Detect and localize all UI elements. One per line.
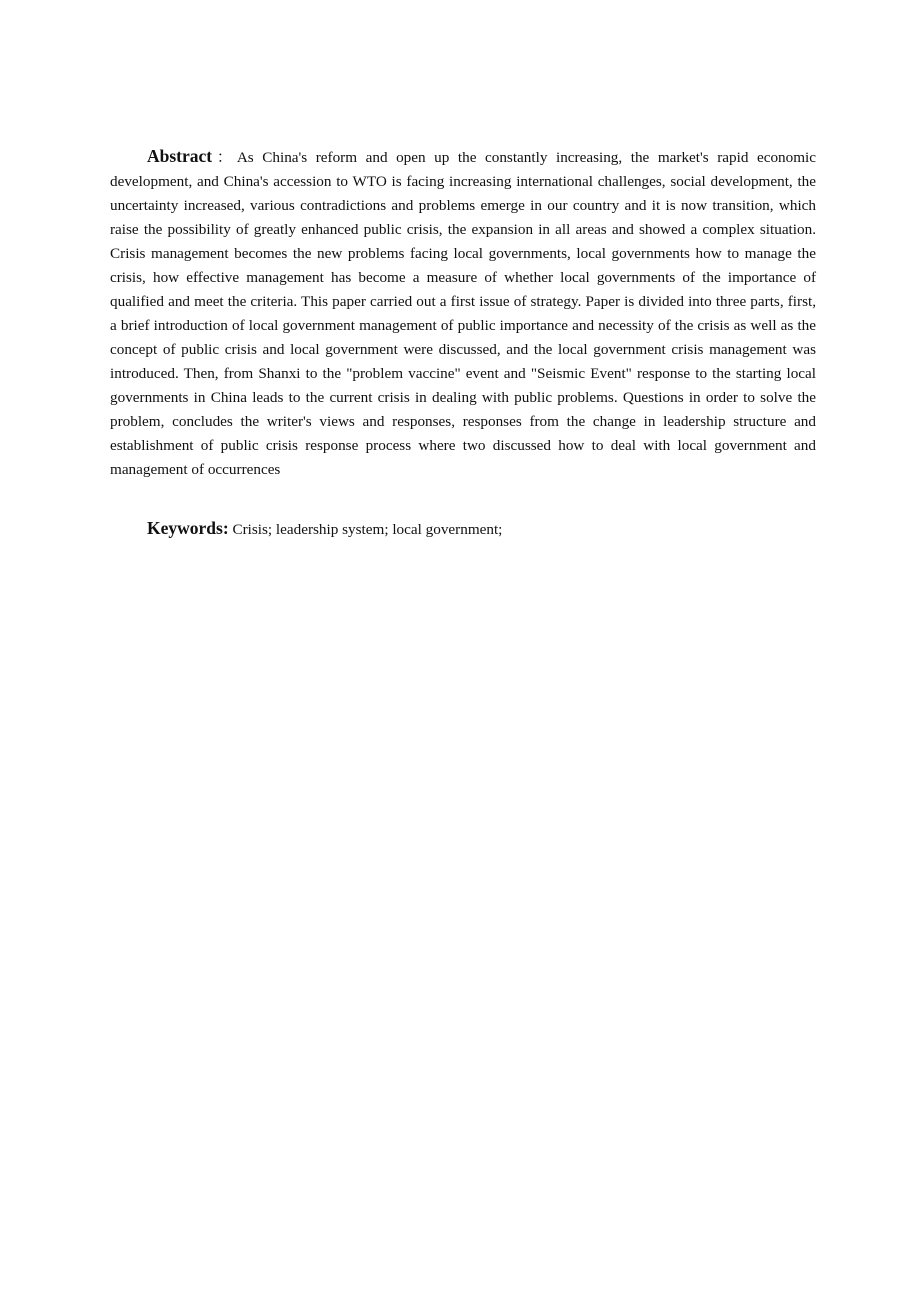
keywords-body: Crisis; leadership system; local government; <box>232 521 503 538</box>
abstract-heading: Abstract <box>147 146 213 166</box>
keywords-heading: Keywords: <box>147 518 229 538</box>
keywords-paragraph <box>147 516 816 542</box>
abstract-body: As China's reform and open up the constantly increasing, the market's rapid economic development, and China's accession to WTO is facing increasing international challenges, social development, the uncertainty increased, various contradictions and problems emerge in our country and it is now transition, which raise the possibility of greatly enhanced public crisis, the expansion in all areas and showed a complex situation. Crisis management becomes the new problems facing local governments, local governments how to manage the crisis, how effective management has become a measure of whether local governments of the importance of qualified and meet the criteria. This paper carried out a first issue of strategy. Paper is divided into three parts, first, a brief introduction of local government management of public importance and necessity of the crisis as well as the concept of public crisis and local government were discussed, and the local government crisis management was introduced. Then, from Shanxi to the "problem vaccine" event and "Seismic Event" response to the starting local governments in China leads to the current crisis in dealing with public problems. Questions in order to solve the problem, concludes the writer's views and responses, responses from the change in leadership structure and establishment of public crisis response process where two discussed how to deal with local government and management of occurrences <box>110 149 817 478</box>
abstract-separator: ： <box>212 149 237 166</box>
abstract-paragraph <box>110 144 816 482</box>
